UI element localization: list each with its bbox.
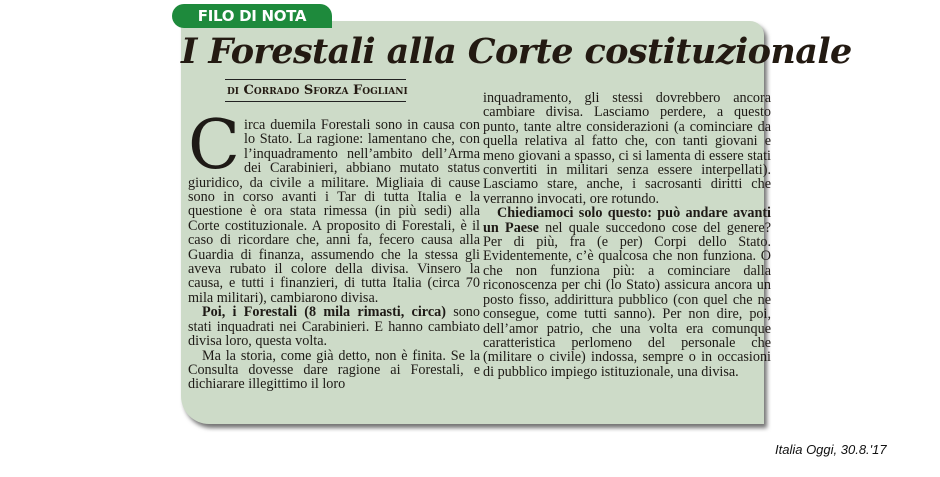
article-column-2	[483, 91, 771, 379]
paragraph-lead-bold: Poi, i Forestali (8 mila rimasti, circa)	[202, 304, 446, 321]
paragraph-text: irca duemila Forestali sono in causa con lo Stato. La ragione: lamentano che, con l’inquadramento nell’ambito dell’Arma dei Carabinieri, abbiano mutato status giuridico, da civile a militare. Migliaia di cause sono in corso avanti i Tar di tutta Italia e la questione è ora stata rimessa (in più sedi) alla Corte costituzionale. A proposito di Forestali, è il caso di ricordare che, anni fa, fecero causa alla Guardia di finanza, assumendo che la stessa gli aveva rubato il colore della divisa. Vinsero la causa, e tutti i finanzieri, di tutta Italia (circa 70 mila militari), cambiarono divisa.	[188, 117, 480, 306]
paragraph	[483, 206, 771, 379]
article-column-1	[188, 106, 480, 393]
paragraph	[188, 106, 480, 306]
article-title: I Forestali alla Corte costituzionale	[181, 31, 852, 72]
paragraph-text: sono stati inquadrati nei Carabinieri. E hanno cambiato divisa loro, questa volta.	[188, 304, 480, 350]
paragraph	[188, 305, 480, 348]
article-panel	[181, 21, 852, 424]
source-citation: Italia Oggi, 30.8.'17	[775, 442, 887, 457]
paragraph: inquadramento, gli stessi dovrebbero ancora cambiare divisa. Lasciamo perdere, a questo punto, tante altre considerazioni (a cominciare da quella relativa al fatto che, con tanti giovani e meno giovani a spasso, ci si lamenta di essere stati convertiti in militari senza essere interpellati). Lasciamo stare, anche, i sacrosanti diritti che verranno invocati, ore rotundo.	[483, 90, 771, 207]
article-byline: di Corrado Sforza Fogliani	[225, 79, 406, 102]
paragraph-lead-bold: Chiediamoci solo questo: può andare avanti un Paese	[483, 205, 771, 236]
section-tab: FILO DI NOTA	[172, 4, 332, 28]
paragraph-text: nel quale succedono cose del genere? Per di più, fra (e per) Corpi dello Stato. Evidentemente, c’è qualcosa che non funziona. O che non funziona più: a cominciare dalla riconoscenza per chi (lo Stato) assicura ancora un posto fisso, addirittura pubblico (con quel che ne consegue, come tutti sanno). Per non dire, poi, dell’amor patrio, che una volta era comunque caratteristica perlomeno del personale che (militare o civile) indossa, sempre o in occasioni di pubblico impiego istituzionale, una divisa.	[483, 219, 771, 380]
drop-cap: C	[188, 106, 241, 185]
paragraph: Ma la storia, come già detto, non è finita. Se la Consulta dovesse dare ragione ai Forestali, e dichiarare illegittimo il loro	[188, 347, 480, 393]
